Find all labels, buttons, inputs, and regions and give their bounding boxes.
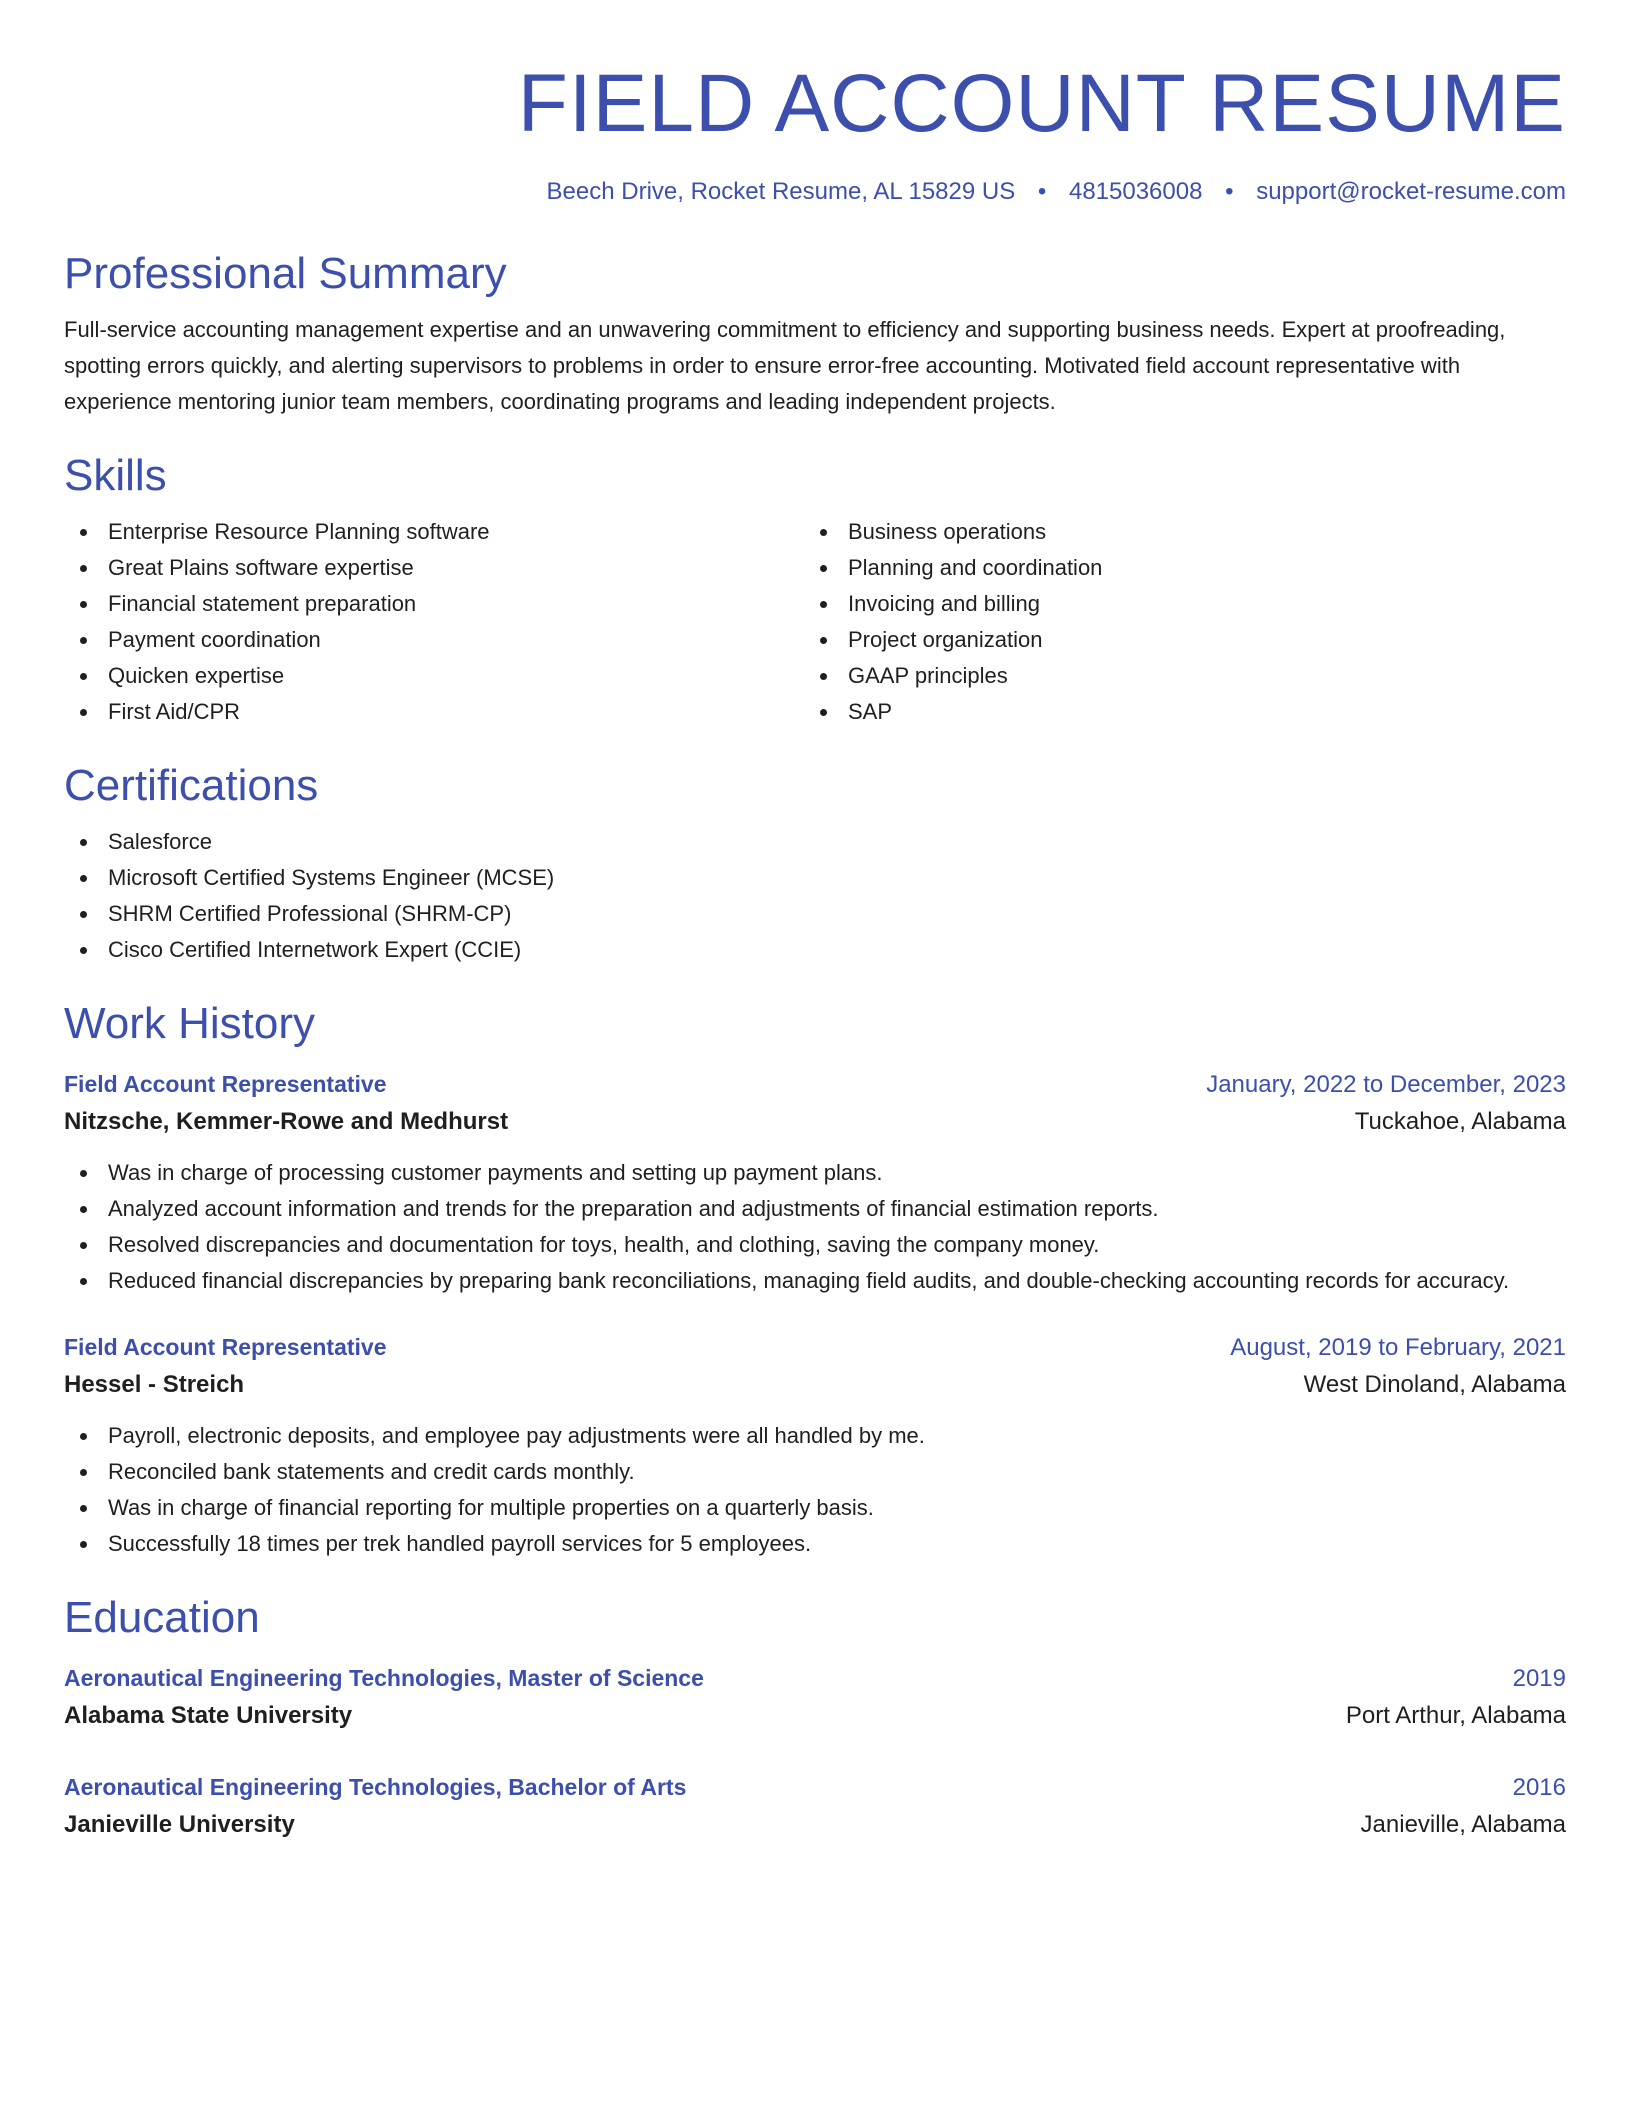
skill-item: GAAP principles — [804, 658, 1544, 694]
skill-item: Invoicing and billing — [804, 586, 1544, 622]
education-header-row — [64, 1769, 1566, 1806]
education-school-row — [64, 1697, 1566, 1735]
section-title-certifications: Certifications — [64, 761, 319, 810]
skill-item: Business operations — [804, 514, 1544, 550]
certification-item: Salesforce — [64, 824, 1566, 860]
education-degree: Aeronautical Engineering Technologies, Bachelor of Arts — [64, 1774, 687, 1800]
certification-item: Cisco Certified Internetwork Expert (CCIE) — [64, 932, 1566, 968]
job-company-row — [64, 1103, 1566, 1141]
skills-list-left — [64, 514, 804, 730]
job-dates: January, 2022 to December, 2023 — [1206, 1071, 1566, 1098]
skill-item: Great Plains software expertise — [64, 550, 804, 586]
job-bullet: Payroll, electronic deposits, and employee pay adjustments were all handled by me. — [64, 1418, 1566, 1454]
resume-page — [64, 0, 1566, 1844]
skill-item: First Aid/CPR — [64, 694, 804, 730]
job-title: Field Account Representative — [64, 1334, 387, 1360]
skills-columns — [64, 514, 1566, 730]
skill-item: SAP — [804, 694, 1544, 730]
job-company: Nitzsche, Kemmer-Rowe and Medhurst — [64, 1108, 509, 1135]
job-header-row — [64, 1066, 1566, 1103]
job-entry — [64, 1329, 1566, 1562]
skill-item: Quicken expertise — [64, 658, 804, 694]
education-location: Port Arthur, Alabama — [1345, 1702, 1566, 1729]
contact-address: Beech Drive, Rocket Resume, AL 15829 US — [546, 178, 1016, 205]
contact-phone[interactable]: 4815036008 — [1068, 178, 1203, 205]
summary-text: Full-service accounting management expertise and an unwavering commitment to efficiency and supporting business needs. Expert at proofreading, spotting errors quickly, and alerting supervisors to problems in order to ensure error-free accounting. Motivated field account representative with experience mentoring junior team members, coordinating programs and leading independent projects. — [64, 317, 1506, 414]
skill-item: Planning and coordination — [804, 550, 1544, 586]
education-entry — [64, 1769, 1566, 1844]
contact-email[interactable]: support@rocket-resume.com — [1256, 178, 1566, 205]
certification-item: SHRM Certified Professional (SHRM-CP) — [64, 896, 1566, 932]
certification-item: Microsoft Certified Systems Engineer (MCSE) — [64, 860, 1566, 896]
resume-title: FIELD ACCOUNT RESUME — [517, 58, 1566, 149]
section-title-education: Education — [64, 1593, 260, 1642]
education-year: 2019 — [1512, 1665, 1566, 1692]
education-school: Janieville University — [64, 1811, 295, 1838]
job-dates: August, 2019 to February, 2021 — [1230, 1334, 1566, 1361]
job-company: Hessel - Streich — [64, 1371, 245, 1398]
education-year: 2016 — [1512, 1774, 1566, 1801]
education-header-row — [64, 1660, 1566, 1697]
education-school-row — [64, 1806, 1566, 1844]
section-title-skills: Skills — [64, 451, 167, 500]
job-company-row — [64, 1366, 1566, 1404]
job-header-row — [64, 1329, 1566, 1366]
contact-separator: • — [1225, 178, 1234, 205]
job-title: Field Account Representative — [64, 1071, 387, 1097]
contact-line — [64, 176, 1566, 208]
job-bullets — [64, 1418, 1566, 1562]
job-bullet: Successfully 18 times per trek handled payroll services for 5 employees. — [64, 1526, 1566, 1562]
certifications-section — [64, 760, 1566, 968]
job-bullet: Reconciled bank statements and credit cards monthly. — [64, 1454, 1566, 1490]
job-bullet: Resolved discrepancies and documentation for toys, health, and clothing, saving the company money. — [64, 1227, 1566, 1263]
job-location: Tuckahoe, Alabama — [1354, 1108, 1566, 1135]
section-title-summary: Professional Summary — [64, 249, 507, 298]
education-entry — [64, 1660, 1566, 1735]
skills-list-right — [804, 514, 1544, 730]
certifications-list — [64, 824, 1566, 968]
summary-section — [64, 248, 1566, 420]
education-degree: Aeronautical Engineering Technologies, Master of Science — [64, 1665, 704, 1691]
education-school: Alabama State University — [64, 1702, 353, 1729]
skill-item: Financial statement preparation — [64, 586, 804, 622]
skill-item: Enterprise Resource Planning software — [64, 514, 804, 550]
job-bullet: Analyzed account information and trends for the preparation and adjustments of financial estimation reports. — [64, 1191, 1566, 1227]
job-bullet: Was in charge of processing customer payments and setting up payment plans. — [64, 1155, 1566, 1191]
job-bullet: Was in charge of financial reporting for multiple properties on a quarterly basis. — [64, 1490, 1566, 1526]
job-bullets — [64, 1155, 1566, 1299]
skills-section — [64, 450, 1566, 730]
job-bullet: Reduced financial discrepancies by preparing bank reconciliations, managing field audits, and double-checking accounting records for accuracy. — [64, 1263, 1566, 1299]
skill-item: Payment coordination — [64, 622, 804, 658]
education-section — [64, 1592, 1566, 1844]
section-title-work-history: Work History — [64, 999, 315, 1048]
contact-separator: • — [1037, 178, 1047, 205]
skill-item: Project organization — [804, 622, 1544, 658]
job-entry — [64, 1066, 1566, 1299]
work-history-section — [64, 998, 1566, 1562]
education-location: Janieville, Alabama — [1360, 1811, 1566, 1838]
job-location: West Dinoland, Alabama — [1303, 1371, 1566, 1398]
